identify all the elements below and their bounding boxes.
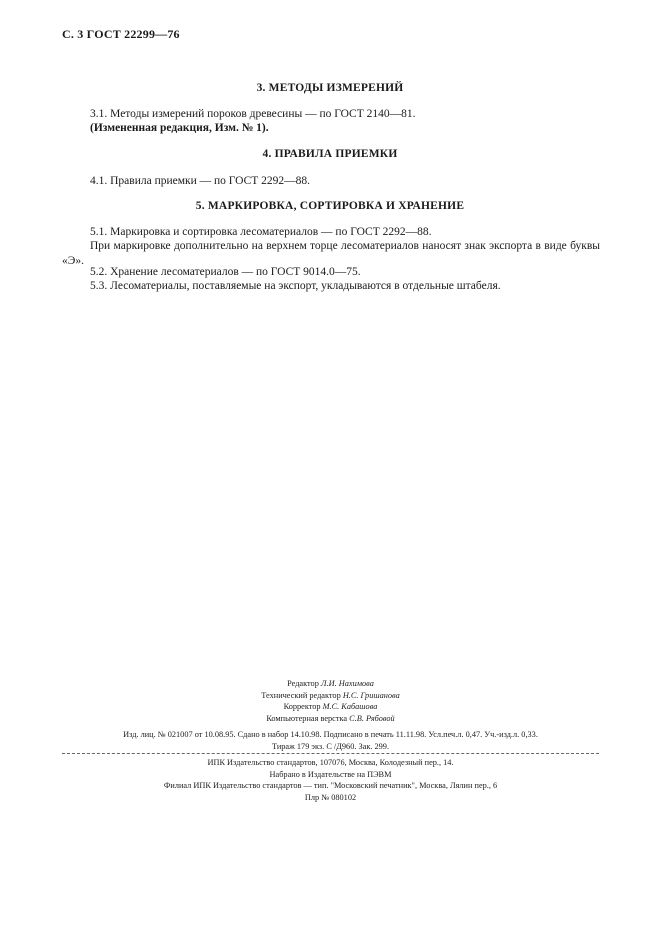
credit-proofreader xyxy=(0,701,661,713)
credit-role: Технический редактор xyxy=(261,690,341,700)
section-3-paragraph-1: 3.1. Методы измерений пороков древесины — по ГОСТ 2140—81. xyxy=(90,108,416,120)
publisher-line-4: Плр № 080102 xyxy=(304,792,357,802)
credit-technical-editor xyxy=(0,690,661,702)
page-header: С. 3 ГОСТ 22299—76 xyxy=(62,27,180,41)
section-5-title: 5. МАРКИРОВКА, СОРТИРОВКА И ХРАНЕНИЕ xyxy=(195,200,465,212)
publisher-info xyxy=(0,757,661,803)
credit-person: М.С. Кабашова xyxy=(322,702,378,711)
section-3-amendment-note: (Измененная редакция, Изм. № 1). xyxy=(90,122,269,134)
section-5-paragraph-1: 5.1. Маркировка и сортировка лесоматериалов — по ГОСТ 2292—88. xyxy=(90,226,432,238)
publisher-line-1: ИПК Издательство стандартов, 107076, Москва, Колодезный пер., 14. xyxy=(207,758,454,767)
section-3-title: 3. МЕТОДЫ ИЗМЕРЕНИЙ xyxy=(256,82,404,94)
publication-info-line-1: Изд. лиц. № 021007 от 10.08.95. Сдано в набор 14.10.98. Подписано в печать 11.11.98. Усл.печ.л. 0,47. Уч.-изд.л. 0,33. xyxy=(123,730,538,739)
credit-person: С.В. Рябовой xyxy=(349,713,395,723)
section-5-paragraph-4: 5.3. Лесоматериалы, поставляемые на экспорт, укладываются в отдельные штабеля. xyxy=(90,280,501,292)
imprint-credits xyxy=(0,678,661,724)
credit-role: Компьютерная верстка xyxy=(266,713,348,723)
publication-info-line-2: Тираж 179 экз. С /Д960. Зак. 299. xyxy=(271,741,390,751)
section-5-paragraph-3: 5.2. Хранение лесоматериалов — по ГОСТ 9014.0—75. xyxy=(90,266,361,278)
section-5-paragraph-2: При маркировке дополнительно на верхнем торце лесоматериалов наносят знак экспорта в виде буквы «Э». xyxy=(62,240,600,267)
section-4-title: 4. ПРАВИЛА ПРИЕМКИ xyxy=(262,148,398,160)
imprint-divider xyxy=(62,753,599,754)
credit-person: Л.И. Нахимова xyxy=(320,679,374,688)
credit-editor xyxy=(0,678,661,690)
credit-layout xyxy=(0,713,661,725)
credit-role: Редактор xyxy=(287,679,319,688)
section-4-paragraph-1: 4.1. Правила приемки — по ГОСТ 2292—88. xyxy=(90,175,311,187)
publication-info xyxy=(0,729,661,752)
publisher-line-3: Филиал ИПК Издательство стандартов — тип. "Московский печатник", Москва, Лялин пер., 6 xyxy=(163,781,498,790)
credit-person: Н.С. Гришанова xyxy=(342,690,400,700)
credit-role: Корректор xyxy=(283,702,321,711)
publisher-line-2: Набрано в Издательстве на ПЭВМ xyxy=(269,769,392,779)
